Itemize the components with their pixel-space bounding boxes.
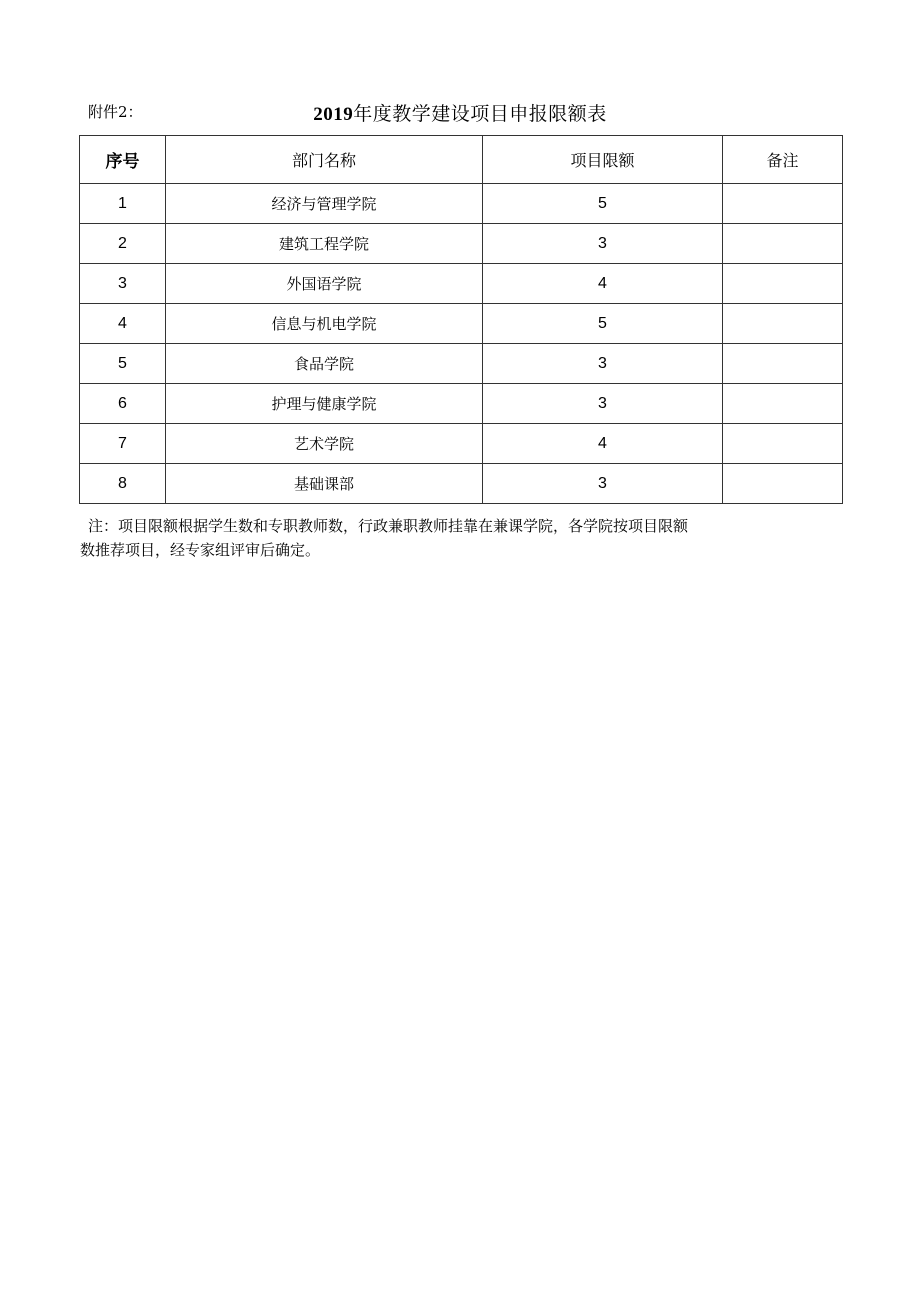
header-quota: 项目限额: [483, 136, 723, 184]
cell-department: 食品学院: [166, 344, 483, 384]
cell-quota: 4: [483, 264, 723, 304]
table-row: [80, 224, 843, 264]
cell-quota: 5: [483, 304, 723, 344]
cell-remark: [723, 304, 843, 344]
quota-table: [79, 135, 843, 504]
table-row: [80, 264, 843, 304]
cell-remark: [723, 464, 843, 504]
cell-quota: 3: [483, 384, 723, 424]
cell-no: 4: [80, 304, 166, 344]
table-row: [80, 344, 843, 384]
header-no: 序号: [80, 136, 166, 184]
title-year: 2019: [313, 104, 354, 125]
footnote-line-1: 注：项目限额根据学生数和专职教师数，行政兼职教师挂靠在兼课学院，各学院按项目限额: [88, 517, 689, 535]
cell-no: 7: [80, 424, 166, 464]
cell-department: 艺术学院: [166, 424, 483, 464]
table-body: [80, 184, 843, 504]
cell-quota: 5: [483, 184, 723, 224]
cell-remark: [723, 424, 843, 464]
table-row: [80, 184, 843, 224]
cell-department: 经济与管理学院: [166, 184, 483, 224]
cell-quota: 3: [483, 464, 723, 504]
footnote: [80, 514, 780, 562]
document-title: [0, 100, 920, 129]
cell-department: 建筑工程学院: [166, 224, 483, 264]
cell-no: 8: [80, 464, 166, 504]
cell-department: 信息与机电学院: [166, 304, 483, 344]
footnote-line-2: 数推荐项目，经专家组评审后确定。: [80, 541, 321, 559]
cell-no: 2: [80, 224, 166, 264]
header-remark: 备注: [723, 136, 843, 184]
cell-no: 1: [80, 184, 166, 224]
table-row: [80, 304, 843, 344]
table-row: [80, 424, 843, 464]
table-row: [80, 384, 843, 424]
cell-department: 护理与健康学院: [166, 384, 483, 424]
cell-remark: [723, 184, 843, 224]
attachment-label: 附件2：: [88, 103, 143, 121]
cell-quota: 4: [483, 424, 723, 464]
cell-no: 5: [80, 344, 166, 384]
cell-quota: 3: [483, 344, 723, 384]
cell-no: 3: [80, 264, 166, 304]
cell-department: 外国语学院: [166, 264, 483, 304]
table-row: [80, 464, 843, 504]
header-department: 部门名称: [166, 136, 483, 184]
title-text: 年度教学建设项目申报限额表: [353, 103, 607, 125]
cell-quota: 3: [483, 224, 723, 264]
cell-no: 6: [80, 384, 166, 424]
cell-remark: [723, 224, 843, 264]
cell-department: 基础课部: [166, 464, 483, 504]
cell-remark: [723, 264, 843, 304]
cell-remark: [723, 344, 843, 384]
table-header-row: [80, 136, 843, 184]
cell-remark: [723, 384, 843, 424]
